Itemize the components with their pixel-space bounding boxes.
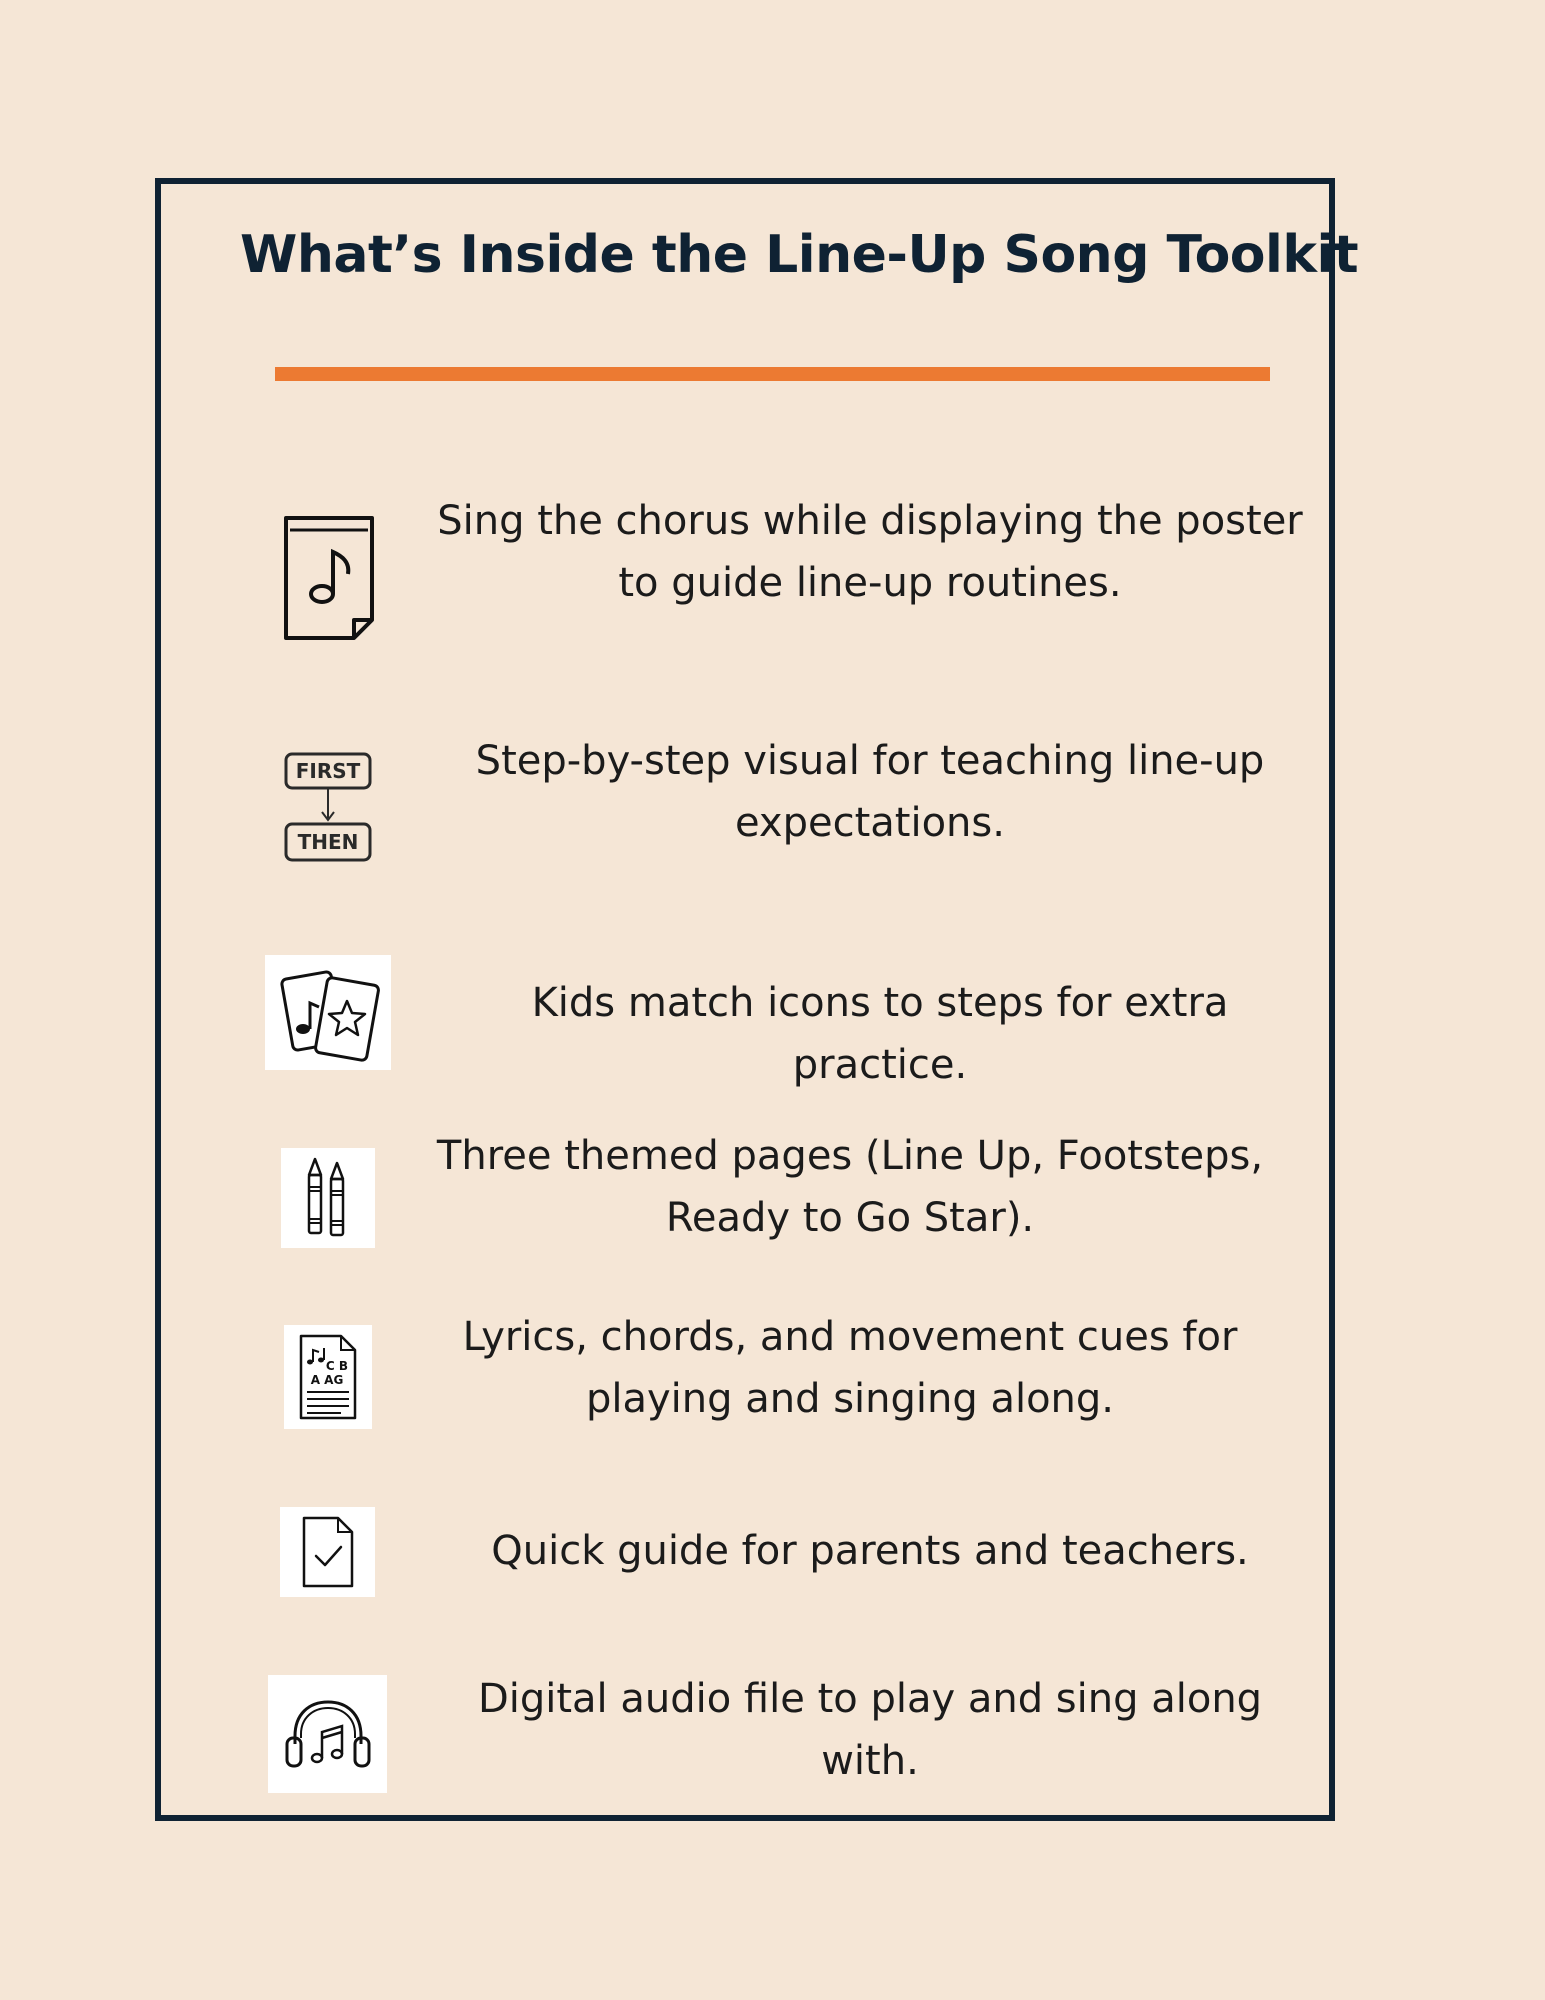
checklist-document-icon xyxy=(280,1507,375,1597)
item-text-quick-guide: Quick guide for parents and teachers. xyxy=(491,1528,1249,1574)
then-label: THEN xyxy=(297,830,359,854)
chord-sheet-icon xyxy=(284,1325,372,1429)
page-title: What’s Inside the Line-Up Song Toolkit xyxy=(240,225,1359,285)
item-text-poster: Sing the chorus while displaying the poster to guide line-up routines. xyxy=(437,498,1303,606)
item-text-themed-pages: Three themed pages (Line Up, Footsteps, Ready to Go Star). xyxy=(436,1133,1264,1241)
sheet-music-icon xyxy=(275,510,380,645)
headphones-music-icon xyxy=(268,1675,387,1793)
svg-text:C B: C B xyxy=(325,1359,349,1373)
item-text-visual: Step-by-step visual for teaching line-up expectations. xyxy=(475,738,1265,846)
matching-cards-icon xyxy=(265,955,391,1070)
item-text-matching: Kids match icons to steps for extra practice. xyxy=(531,980,1229,1088)
first-label: FIRST xyxy=(295,759,361,783)
crayons-icon xyxy=(281,1148,375,1248)
item-text-lyrics: Lyrics, chords, and movement cues for playing and singing along. xyxy=(462,1314,1238,1422)
item-text-audio: Digital audio file to play and sing along with. xyxy=(477,1676,1263,1784)
title-underline xyxy=(275,367,1270,381)
svg-text:A AG: A AG xyxy=(310,1373,344,1387)
first-then-icon xyxy=(280,748,376,868)
